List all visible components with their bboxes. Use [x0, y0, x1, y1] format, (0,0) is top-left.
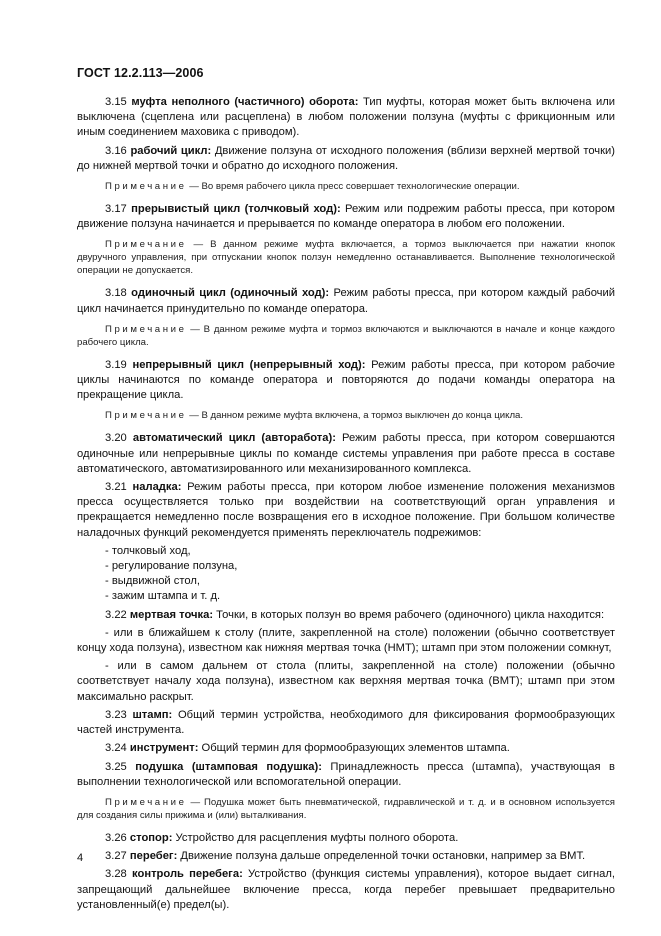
entry-3-18 [77, 286, 615, 316]
entry-text: Движение ползуна от исходного положения (вблизи верхней мертвой точки) до нижней мертвой точки и обратно до исходного положения. [77, 144, 616, 172]
entry-term: контроль перебега: [132, 868, 243, 881]
note-label: Примечание [105, 796, 187, 808]
entry-3-19 [77, 358, 615, 404]
entry-term: одиночный цикл (одиночный ход): [131, 287, 330, 300]
note-label: Примечание [105, 239, 187, 251]
entry-term: инструмент: [129, 742, 199, 755]
list-item: - толчковый ход, [105, 544, 191, 557]
page-header: ГОСТ 12.2.113—2006 [77, 66, 204, 80]
entry-number: 3.16 [105, 144, 127, 157]
note-3-17 [77, 238, 615, 277]
entry-term: мертвая точка: [129, 608, 214, 621]
entry-number: 3.21 [105, 481, 127, 494]
note-label: Примечание [105, 410, 187, 422]
entry-number: 3.28 [105, 868, 127, 881]
list-item: - регулирование ползуна, [105, 560, 238, 573]
entry-3-16 [77, 144, 615, 174]
note-label: Примечание [105, 323, 187, 335]
entry-3-15 [77, 95, 615, 141]
entry-number: 3.22 [105, 608, 127, 621]
note-text: — В данном режиме муфта и тормоз включаются и выключаются в начале и конце каждого рабочего цикла. [77, 323, 615, 348]
entry-text: Режим работы пресса, при котором любое изменение положения механизмов пресса осуществляется только при воздействии на соответствующий орган управления и прекращается немедленно после возвращения его в исходное положение. При большом количестве наладочных функций рекомендуется применять переключатель подрежимов: [77, 481, 615, 539]
entry-text: Общий термин устройства, необходимого для фиксирования формообразующих частей инструмента. [77, 708, 616, 737]
entry-number: 3.15 [105, 96, 127, 108]
entry-number: 3.23 [105, 708, 127, 721]
note-text: — Во время рабочего цикла пресс совершает технологические операции. [186, 181, 520, 193]
entry-term: рабочий цикл: [130, 144, 212, 157]
entry-3-21 [77, 480, 615, 541]
setup-submodes-list [77, 544, 615, 605]
entry-text: Режим работы пресса, при котором рабочие циклы начинаются по команде оператора и повторяются до подачи команды оператора на прекращение цикла. [77, 358, 615, 402]
note-label: Примечание [105, 181, 187, 193]
entry-3-22 [77, 608, 615, 623]
entry-term: прерывистый цикл (толчковый ход): [131, 203, 341, 216]
entry-number: 3.25 [105, 760, 127, 773]
entry-text: Режим или подрежим работы пресса, при котором движение ползуна начинается и прерывается по команде оператора в любом его положении. [77, 203, 615, 231]
page-content [77, 95, 615, 916]
entry-term: наладка: [132, 481, 182, 494]
entry-text: Устройство для расцепления муфты полного оборота. [172, 831, 459, 844]
entry-term: стопор: [129, 831, 173, 844]
note-text: — Подушка может быть пневматической, гидравлической и т. д. и в основном используется для создания силы прижима и (или) выталкивания. [77, 796, 615, 821]
entry-3-24 [77, 741, 615, 756]
note-3-18 [77, 323, 615, 349]
entry-number: 3.20 [105, 432, 127, 445]
entry-number: 3.18 [105, 287, 127, 300]
entry-number: 3.27 [105, 850, 127, 863]
entry-number: 3.26 [105, 831, 127, 844]
entry-number: 3.17 [105, 203, 127, 216]
entry-term: муфта неполного (частичного) оборота: [131, 96, 359, 108]
entry-term: непрерывный цикл (непрерывный ход): [132, 358, 366, 371]
entry-text: Общий термин для формообразующих элементов штампа. [198, 742, 510, 755]
entry-3-28 [77, 867, 615, 913]
note-text: — В данном режиме муфта включена, а тормоз выключен до конца цикла. [186, 410, 524, 422]
entry-number: 3.19 [105, 358, 127, 371]
entry-text: Движение ползуна дальше определенной точки остановки, например за ВМТ. [177, 850, 586, 863]
entry-text: Режим работы пресса, при котором каждый рабочий цикл начинается принудительно по команде оператора. [77, 287, 616, 315]
entry-3-26 [77, 831, 615, 846]
entry-3-25 [77, 760, 615, 790]
note-3-19 [77, 409, 615, 422]
entry-text: Точки, в которых ползун во время рабочего (одиночного) цикла находится: [213, 608, 605, 621]
entry-number: 3.24 [105, 742, 127, 755]
note-3-25 [77, 796, 615, 822]
entry-3-22-tdc: - или в самом дальнем от стола (плиты, закрепленной на столе) положении (обычно соответствует началу хода ползуна), известном как верхняя мертвая точка (ВМТ); штамп при этом максимально раскрыт. [77, 660, 615, 703]
entry-text: Принадлежность пресса (штампа), участвующая в выполнении технологической или вспомогательной операции. [77, 760, 615, 788]
entry-term: подушка (штамповая подушка): [135, 760, 322, 773]
entry-term: автоматический цикл (авторабота): [132, 432, 336, 445]
entry-3-20 [77, 431, 615, 477]
entry-term: перебег: [129, 850, 178, 863]
entry-text: Тип муфты, которая может быть включена или выключена (сцеплена или расцеплена) в любом положении ползуна (муфты с фрикционным или иным соединением маховика с приводом). [77, 96, 616, 139]
note-text: — В данном режиме муфта включается, а тормоз выключается при нажатии кнопок двуручного управления, при отпускании кнопок ползун немедленно останавливается. Выполнение технологической операции не допускается. [77, 239, 615, 277]
note-3-16 [77, 180, 615, 193]
entry-3-22-bdc: - или в ближайшем к столу (плите, закрепленной на столе) положении (обычно соответствует концу хода ползуна), известном как нижняя мертвая точка (НМТ); штамп при этом положении сомкнут, [77, 626, 615, 655]
entry-text: Устройство (функция системы управления), которое выдает сигнал, запрещающий дальнейшее включение пресса, когда перебег превышает предварительно установленный(е) предел(ы). [77, 868, 615, 911]
entry-3-17 [77, 202, 615, 232]
entry-3-27 [77, 849, 615, 864]
entry-3-23 [77, 708, 615, 738]
entry-text: Режим работы пресса, при котором совершаются одиночные или непрерывные циклы по команде системы управления при работе пресса в составе автоматического, автоматизированного или механизированного комплекса. [77, 432, 615, 475]
list-item: - выдвижной стол, [105, 575, 200, 588]
list-item: - зажим штампа и т. д. [105, 590, 221, 603]
page-number: 4 [77, 852, 84, 864]
entry-term: штамп: [132, 708, 173, 721]
